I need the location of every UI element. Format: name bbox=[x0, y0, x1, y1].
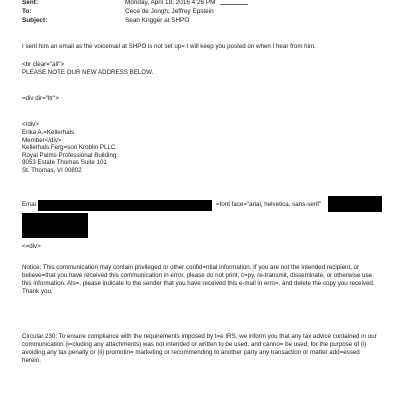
signature-line: Royal Palms Professional Building bbox=[22, 151, 117, 159]
div-ltr-tag: =div dir="ltr"> bbox=[22, 95, 59, 102]
signature-block bbox=[22, 129, 116, 175]
address-notice: PLEASE NOTE OUR NEW ADDRESS BELOW. bbox=[22, 69, 154, 76]
to-value: Cece de Jongh; Jeffrey Epstein bbox=[125, 8, 214, 15]
subject-value: Sean Krigger at SHPO bbox=[125, 17, 190, 24]
to-label: To: bbox=[22, 8, 32, 15]
subject-label: Subject: bbox=[22, 17, 48, 24]
signature-line: 9053 Estate Thomas Suite 101 bbox=[22, 159, 107, 167]
signature-line: St. Thomas, VI 00802 bbox=[22, 166, 82, 174]
circular-230-notice: Circular 230: To ensure compliance with the requirements imposed by t=e IRS, we inform you that any tax advice contained in our communication (i=cluding any attachments) was not intended or written to be used, and canno= be used, for the purpose of (i) avoiding any tax penalty or (ii) promotin= marketing or recommending to another party any transaction or matter add=essed herein. bbox=[22, 333, 377, 364]
body-message: I sent him an email as the voicemail at SHPO is not set up= I will keep you posted on when I hear from him. bbox=[22, 43, 316, 50]
signature-line: Erika A.=Kellerhals bbox=[22, 129, 75, 136]
div-open-tag: <=div> bbox=[22, 243, 41, 250]
confidentiality-notice: Notice: This communication may contain privileged or other confid=ntial information. If you are not the intended recipient, or believe=that you have received this communication in error, please do not print, c=py, re-transmit, disseminate, or otherwise use this information. Als=, please indicate to the sender that you have received this e-mail in erro=, and delete the copy you received. Thank you. bbox=[22, 264, 375, 295]
redaction-block bbox=[38, 200, 212, 211]
br-clear-tag: <br clear="all"> bbox=[22, 61, 65, 68]
redaction-block bbox=[328, 196, 382, 212]
signature-line: Kellerhals Ferg=son Kroblin PLLC bbox=[22, 144, 116, 152]
signature-line: Member</div> bbox=[22, 136, 62, 144]
font-face-tag: =font face="arial, helvetica, sans-serif" bbox=[216, 201, 322, 208]
sent-label: Sent: bbox=[22, 0, 38, 6]
redaction-strike bbox=[220, 4, 248, 5]
close-div-tag: </div> bbox=[22, 121, 39, 128]
email-label: Emai bbox=[22, 201, 37, 208]
sent-value: Monday, April 18, 2016 4:26 PM bbox=[125, 0, 216, 6]
redaction-block bbox=[22, 213, 88, 238]
